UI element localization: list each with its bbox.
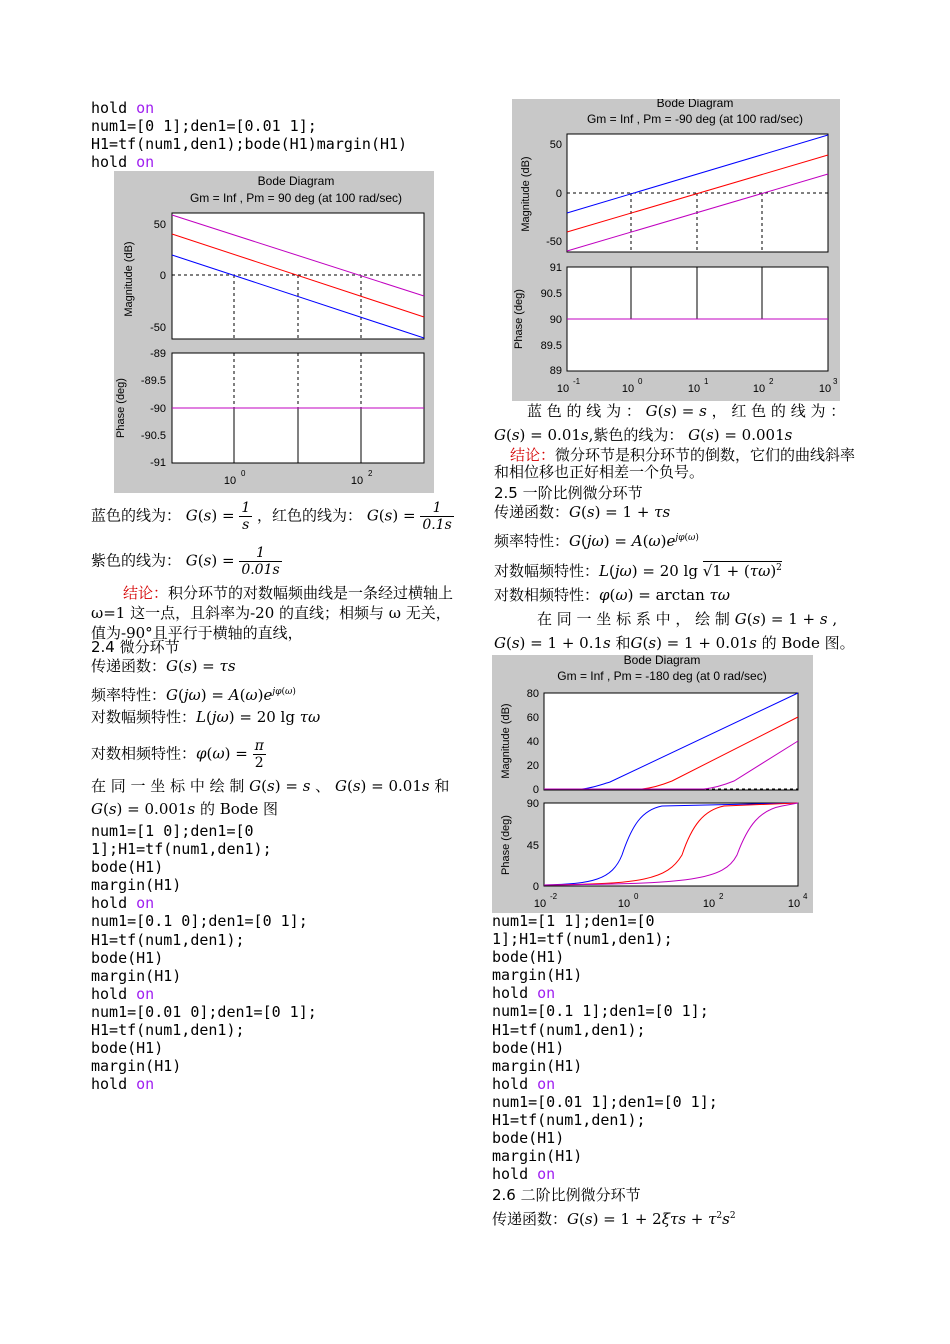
label-blue-r: 蓝 色 的 线 为 ：: [527, 402, 641, 420]
code-line: H1=tf(num1,den1);: [492, 1020, 646, 1039]
fig3-mag-tick: 80: [526, 688, 539, 700]
fig2-phase-tick: 89.5: [540, 340, 562, 352]
section-2-5-heading: 2.5 一阶比例微分环节: [494, 484, 643, 502]
right-phase-line: 对数相频特性：φ(ω) = arctan τω: [494, 586, 731, 604]
left-conclusion: [91, 583, 461, 643]
fig2-mag-tick: 0: [555, 188, 562, 200]
fig1-mag-ylabel: Magnitude (dB): [123, 241, 135, 317]
code-line: bode(H1): [91, 858, 164, 877]
code-line: bode(H1): [492, 1129, 565, 1148]
right-freq-line: 频率特性：$G(j\omega) = A(\omega)e^{j\varphi(\omega)}$: [494, 532, 699, 550]
left-mag-line: 对数幅频特性：L(jω) = 20 lg τω: [91, 708, 321, 726]
fig1-subtitle: Gm = Inf , Pm = 90 deg (at 100 rad/sec): [189, 191, 403, 205]
fig2-x-exp: 0: [638, 377, 643, 386]
fig3-mag-ylabel: Magnitude (dB): [500, 703, 512, 779]
fig2-x-exp: 3: [833, 377, 838, 386]
label-red-r: ， 红 色 的 线 为 ：: [711, 402, 846, 420]
fig2-x-exp: 2: [769, 377, 774, 386]
right-colors-line-1: 蓝 色 的 线 为 ： G(s) = s ， 红 色 的 线 为 ：: [527, 402, 846, 420]
fig2-phase-tick: 91: [549, 262, 562, 274]
left-freq-line: 频率特性：$G(j\omega) = A(\omega)e^{j\varphi(\omega)}$: [91, 686, 296, 704]
fig3-x-base: 10: [702, 898, 716, 910]
right-tf-line: 传递函数：G(s) = 1 + τs: [494, 503, 671, 521]
conclusion-text-r: 微分环节是积分环节的倒数，它们的曲线斜率和相位移也正好相差一个负号。: [494, 446, 856, 481]
code-line: 1];H1=tf(num1,den1);: [91, 840, 272, 859]
code-keyword: on: [136, 984, 155, 1003]
left-line-colors-1: 蓝色的线为： G(s) = $\frac{1}{s}$ ，红色的线为： G(s) = $\frac{1}{0.1s}$: [91, 500, 452, 533]
fig3-mag-tick: 60: [526, 712, 539, 724]
draw-text-r: 在 同 一 坐 标 系 中 ， 绘 制: [537, 610, 730, 628]
fig3-subtitle: Gm = Inf , Pm = -180 deg (at 0 rad/sec): [557, 669, 767, 683]
fig3-x-base: 10: [533, 898, 547, 910]
fig1-phase-tick: -90.5: [140, 430, 166, 442]
fig2-x-base: 10: [621, 383, 635, 395]
code-line: hold on: [91, 894, 155, 913]
bode-plot-1: [114, 171, 434, 493]
code-line: margin(H1): [492, 966, 583, 985]
draw-end: 的 Bode 图: [199, 800, 279, 818]
draw-sep: 、: [315, 777, 331, 795]
label-magenta: 紫色的线为：: [91, 551, 182, 570]
code-line: num1=[1 0];den1=[0: [91, 822, 254, 840]
code-line: hold on: [91, 984, 155, 1003]
fig3-mag-tick: 40: [526, 736, 539, 748]
conclusion-label-r: 结论：: [510, 446, 556, 464]
conclusion-label: 结论：: [123, 584, 169, 602]
code-line: hold on: [492, 984, 556, 1003]
fig2-mag-tick: -50: [546, 236, 562, 248]
left-draw-line-2: G(s) = 0.001s 的 Bode 图: [91, 800, 279, 818]
code-keyword: on: [136, 894, 155, 913]
tf-label: 传递函数：: [91, 657, 167, 675]
left-tf-line: 传递函数：G(s) = τs: [91, 657, 236, 675]
code-line: H1=tf(num1,den1);: [91, 1021, 245, 1040]
bode-plot-2: [512, 99, 840, 401]
code-line: hold on: [91, 99, 155, 117]
bode-figure-derivative: [512, 99, 840, 401]
code-line: num1=[0.01 1];den1=[0 1];: [492, 1092, 718, 1111]
section-2-6-heading: 2.6 二阶比例微分环节: [492, 1186, 641, 1204]
code-block-2: [91, 822, 317, 1093]
fig1-x-exp: 0: [241, 469, 246, 478]
fig1-phase-tick: -91: [150, 457, 166, 469]
label-magenta-r: ,紫色的线为：: [588, 426, 684, 444]
draw-and-r: 和: [615, 634, 631, 652]
code-keyword: on: [136, 153, 155, 172]
code-line: hold on: [91, 1075, 155, 1094]
fig3-x-base: 10: [617, 898, 631, 910]
fig2-phase-tick: 90.5: [540, 288, 562, 300]
right-mag-line: 对数幅频特性：L(jω) = 20 $\lg √1 + (\tau\omega)^2$: [494, 562, 782, 580]
fig2-subtitle: Gm = Inf , Pm = -90 deg (at 100 rad/sec): [586, 112, 804, 126]
fig2-mag-tick: 50: [549, 139, 562, 151]
code-line: 1];H1=tf(num1,den1);: [492, 930, 673, 949]
fig1-phase-ylabel: Phase (deg): [115, 378, 127, 438]
left-phase-line: 对数相频特性：φ(ω) = $\frac{\pi}{2}$: [91, 738, 264, 771]
code-keyword: on: [537, 984, 556, 1003]
fig1-title: Bode Diagram: [257, 174, 335, 188]
code-line: hold on: [91, 153, 155, 172]
code-line: bode(H1): [492, 948, 565, 967]
left-line-colors-2: 紫色的线为： G(s) = $\frac{1}{0.01s}$: [91, 545, 280, 578]
draw-text: 在 同 一 坐 标 中 绘 制: [91, 777, 245, 795]
fig2-x-base: 10: [752, 383, 766, 395]
fig3-phase-tick: 90: [526, 798, 539, 810]
fig2-mag-ylabel: Magnitude (dB): [520, 156, 532, 232]
fig1-mag-tick: 50: [153, 219, 166, 231]
fig3-phase-ylabel: Phase (deg): [500, 815, 512, 875]
bode-figure-integral: [114, 171, 434, 493]
fig2-x-base: 10: [556, 383, 570, 395]
right-colors-line-2: G(s) = 0.01s,紫色的线为： G(s) = 0.001s: [494, 426, 793, 444]
code-line: bode(H1): [91, 1039, 164, 1058]
fig1-phase-tick: -90: [150, 403, 166, 415]
right-draw-line: 在 同 一 坐 标 系 中 ， 绘 制 G(s) = 1 + s ,: [537, 610, 838, 628]
code-line: H1=tf(num1,den1);: [91, 930, 245, 949]
fig3-x-exp: -2: [550, 892, 558, 901]
code-line: bode(H1): [492, 1038, 565, 1057]
label-red: ，红色的线为：: [257, 506, 363, 525]
code-block-1: [91, 99, 407, 171]
right-draw-line-2: G(s) = 1 + 0.1s 和G(s) = 1 + 0.01s 的 Bode 图。: [494, 634, 855, 652]
mag-label: 对数幅频特性：: [91, 708, 197, 726]
freq-label: 频率特性：: [91, 686, 167, 704]
fig2-x-base: 10: [687, 383, 701, 395]
tf2-label: 传递函数：: [492, 1210, 568, 1228]
bode-figure-pd: [492, 655, 813, 913]
fig2-x-exp: -1: [573, 377, 581, 386]
fig2-x-exp: 1: [704, 377, 709, 386]
conclusion-text: 积分环节的对数幅频曲线是一条经过横轴上 ω=1 这一点，且斜率为-20 的直线；相频与 ω 无关，值为-90°且平行于横轴的直线，: [91, 584, 454, 642]
mag-label-r: 对数幅频特性：: [494, 562, 600, 580]
fig3-mag-tick: 0: [532, 784, 539, 796]
code-line: margin(H1): [91, 876, 182, 895]
bode-plot-3: [492, 655, 813, 913]
code-line: num1=[0 1];den1=[0.01 1];: [91, 117, 317, 136]
fig3-x-exp: 2: [719, 892, 724, 901]
fig3-phase-tick: 45: [526, 840, 539, 852]
fig1-x-tick: 10: [350, 475, 364, 487]
draw-end-r: 的 Bode 图。: [761, 634, 855, 652]
fig2-phase-tick: 90: [549, 314, 562, 326]
left-draw-line: 在 同 一 坐 标 中 绘 制 G(s) = s 、 G(s) = 0.01s 和: [91, 777, 450, 795]
fig3-phase-tick: 0: [532, 881, 539, 893]
code-keyword: on: [136, 1075, 155, 1094]
code-block-3: [492, 912, 718, 1183]
section-2-4-heading: 2.4 微分环节: [91, 638, 180, 656]
phase-label-r: 对数相频特性：: [494, 586, 600, 604]
code-line: num1=[0.01 0];den1=[0 1];: [91, 1002, 317, 1021]
fig1-mag-tick: 0: [159, 270, 166, 282]
fig2-title: Bode Diagram: [656, 99, 734, 110]
code-line: num1=[0.1 1];den1=[0 1];: [492, 1002, 709, 1021]
code-line: margin(H1): [492, 1056, 583, 1075]
code-line: bode(H1): [91, 948, 164, 967]
code-keyword: on: [537, 1165, 556, 1184]
code-line: num1=[1 1];den1=[0: [492, 912, 655, 930]
fig3-mag-tick: 20: [526, 760, 539, 772]
phase-label: 对数相频特性：: [91, 744, 197, 763]
freq-label-r: 频率特性：: [494, 532, 570, 550]
fig2-x-base: 10: [818, 383, 832, 395]
fig1-x-exp: 2: [368, 469, 373, 478]
fig1-phase-tick: -89.5: [140, 375, 166, 387]
fig3-x-exp: 4: [803, 892, 808, 901]
label-blue: 蓝色的线为：: [91, 506, 182, 525]
fig2-phase-tick: 89: [549, 365, 562, 377]
code-line: hold on: [492, 1165, 556, 1184]
code-line: margin(H1): [91, 1057, 182, 1076]
code-line: H1=tf(num1,den1);bode(H1)margin(H1): [91, 135, 408, 154]
fig2-phase-ylabel: Phase (deg): [513, 289, 525, 349]
code-line: margin(H1): [492, 1147, 583, 1166]
right-tf2-line: 传递函数：$G(s) = 1 + 2\xi\tau s + \tau^2s^2$: [492, 1210, 736, 1228]
fig1-x-tick: 10: [223, 475, 237, 487]
fig3-title: Bode Diagram: [623, 655, 701, 667]
fig3-x-exp: 0: [634, 892, 639, 901]
fig3-x-base: 10: [787, 898, 801, 910]
code-line: num1=[0.1 0];den1=[0 1];: [91, 912, 308, 931]
code-line: hold on: [492, 1074, 556, 1093]
fig1-phase-tick: -89: [150, 348, 166, 360]
code-line: margin(H1): [91, 966, 182, 985]
fig1-mag-tick: -50: [150, 322, 166, 334]
draw-and: 和: [434, 777, 450, 795]
tf-label-r: 传递函数：: [494, 503, 570, 521]
code-line: H1=tf(num1,den1);: [492, 1111, 646, 1130]
code-keyword: on: [537, 1074, 556, 1093]
code-keyword: on: [136, 99, 155, 117]
right-conclusion: [494, 447, 862, 481]
